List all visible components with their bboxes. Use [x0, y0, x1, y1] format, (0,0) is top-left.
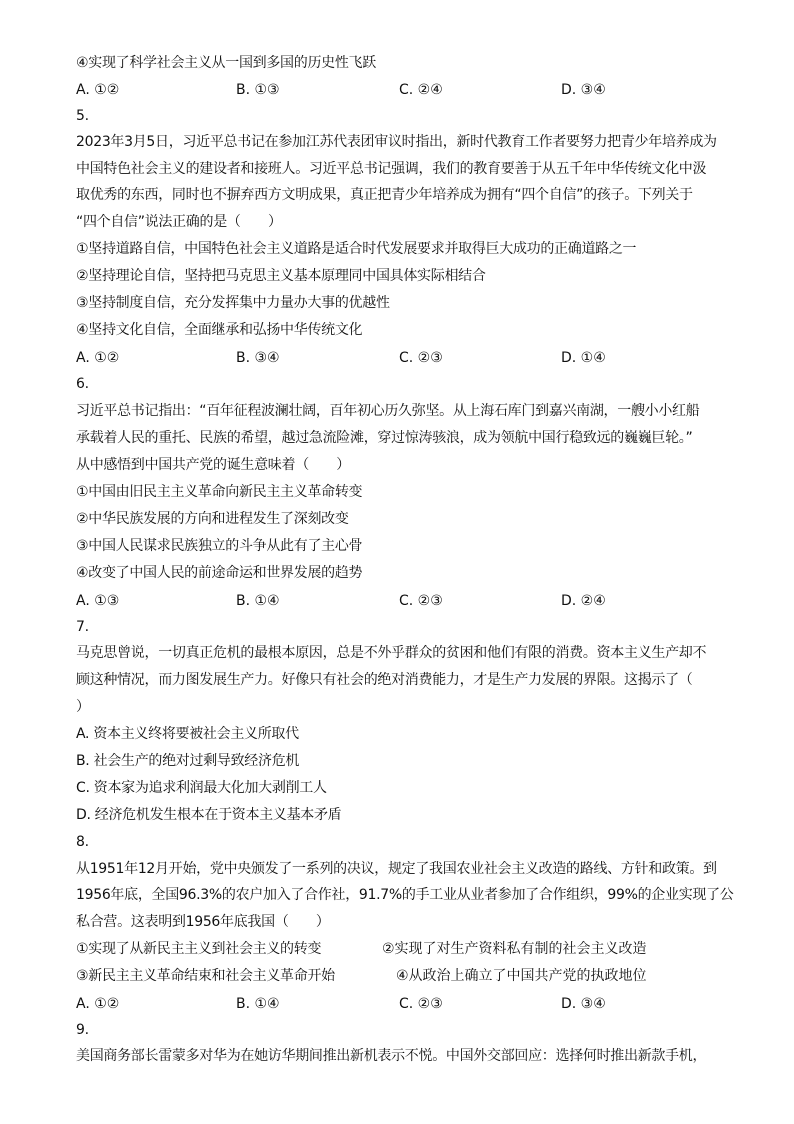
q8-item-3: ③新民主主义革命结束和社会主义革命开始	[76, 968, 335, 984]
q7-choice-a[interactable]: A. 资本主义终将要被社会主义所取代	[76, 726, 299, 742]
q6-number: 6.	[76, 376, 89, 392]
q7-choice-b[interactable]: B. 社会生产的绝对过剩导致经济危机	[76, 753, 300, 769]
q6-stem-line-3: 从中感悟到中国共产党的诞生意味着（ ）	[76, 457, 350, 473]
q9-number: 9.	[76, 1022, 89, 1038]
q6-choice-a[interactable]: A. ①③	[76, 593, 120, 609]
q5-item-1: ①坚持道路自信，中国特色社会主义道路是适合时代发展要求并取得巨大成功的正确道路之一	[76, 241, 637, 257]
q6-choice-d[interactable]: D. ②④	[561, 593, 606, 609]
q6-item-3: ③中国人民谋求民族独立的斗争从此有了主心骨	[76, 538, 363, 554]
q6-stem-line-1: 习近平总书记指出：“百年征程波澜壮阔，百年初心历久弥坚。从上海石库门到嘉兴南湖，一艘小小红船	[76, 403, 700, 419]
q5-number: 5.	[76, 108, 89, 124]
q8-choice-d[interactable]: D. ③④	[561, 996, 606, 1012]
q5-choice-d[interactable]: D. ①④	[561, 350, 606, 366]
q4-choice-c[interactable]: C. ②④	[399, 82, 443, 98]
q5-stem-line-4: “四个自信”说法正确的是（ ）	[76, 214, 282, 230]
q5-item-3: ③坚持制度自信，充分发挥集中力量办大事的优越性	[76, 295, 390, 311]
q5-stem-line-2: 中国特色社会主义的建设者和接班人。习近平总书记强调，我们的教育要善于从五千年中华传统文化中汲	[76, 161, 707, 177]
q8-choice-b[interactable]: B. ①④	[236, 996, 280, 1012]
q6-choice-b[interactable]: B. ①④	[236, 593, 280, 609]
q5-stem-line-3: 取优秀的东西，同时也不摒弃西方文明成果，真正把青少年培养成为拥有“四个自信”的孩子。下列关于	[76, 187, 693, 203]
q4-choice-b[interactable]: B. ①③	[236, 82, 280, 98]
q4-choice-a[interactable]: A. ①②	[76, 82, 120, 98]
q8-stem-line-1: 从1951年12月开始，党中央颁发了一系列的决议，规定了我国农业社会主义改造的路线、方针和政策。到	[76, 861, 717, 877]
q6-choice-c[interactable]: C. ②③	[399, 593, 443, 609]
q8-choice-a[interactable]: A. ①②	[76, 996, 120, 1012]
q5-item-2: ②坚持理论自信，坚持把马克思主义基本原理同中国具体实际相结合	[76, 268, 486, 284]
q7-stem-line-1: 马克思曾说，一切真正危机的最根本原因，总是不外乎群众的贫困和他们有限的消费。资本主义生产却不	[76, 645, 707, 661]
q5-choice-b[interactable]: B. ③④	[236, 350, 280, 366]
q4-item-4: ④实现了科学社会主义从一国到多国的历史性飞跃	[76, 55, 376, 71]
q7-stem-line-3: ）	[76, 699, 90, 715]
q8-stem-line-3: 私合营。这表明到1956年底我国（ ）	[76, 914, 330, 930]
q5-choice-a[interactable]: A. ①②	[76, 350, 120, 366]
q8-number: 8.	[76, 834, 89, 850]
q8-choice-c[interactable]: C. ②③	[399, 996, 443, 1012]
q6-item-2: ②中华民族发展的方向和进程发生了深刻改变	[76, 511, 349, 527]
q8-item-4: ④从政治上确立了中国共产党的执政地位	[396, 968, 647, 984]
q6-item-1: ①中国由旧民主主义革命向新民主主义革命转变	[76, 484, 363, 500]
q7-choice-d[interactable]: D. 经济危机发生根本在于资本主义基本矛盾	[76, 807, 342, 823]
q8-stem-line-2: 1956年底，全国96.3%的农户加入了合作社，91.7%的手工业从业者参加了合作组织，99%的企业实现了公	[76, 887, 734, 903]
q7-choice-c[interactable]: C. 资本家为追求利润最大化加大剥削工人	[76, 780, 327, 796]
q9-stem-line-1: 美国商务部长雷蒙多对华为在她访华期间推出新机表示不悦。中国外交部回应：选择何时推出新款手机，	[76, 1048, 707, 1064]
q4-choice-d[interactable]: D. ③④	[561, 82, 606, 98]
q5-item-4: ④坚持文化自信，全面继承和弘扬中华传统文化	[76, 322, 363, 338]
q7-stem-line-2: 顾这种情况，而力图发展生产力。好像只有社会的绝对消费能力，才是生产力发展的界限。这揭示了（	[76, 672, 693, 688]
q8-item-1: ①实现了从新民主主义到社会主义的转变	[76, 941, 322, 957]
q8-item-2: ②实现了对生产资料私有制的社会主义改造	[382, 941, 647, 957]
q6-item-4: ④改变了中国人民的前途命运和世界发展的趋势	[76, 565, 363, 581]
q5-stem-line-1: 2023年3月5日，习近平总书记在参加江苏代表团审议时指出，新时代教育工作者要努力把青少年培养成为	[76, 134, 717, 150]
q5-choice-c[interactable]: C. ②③	[399, 350, 443, 366]
q6-stem-line-2: 承载着人民的重托、民族的希望，越过急流险滩，穿过惊涛骇浪，成为领航中国行稳致远的巍巍巨轮。”	[76, 430, 693, 446]
q7-number: 7.	[76, 619, 89, 635]
